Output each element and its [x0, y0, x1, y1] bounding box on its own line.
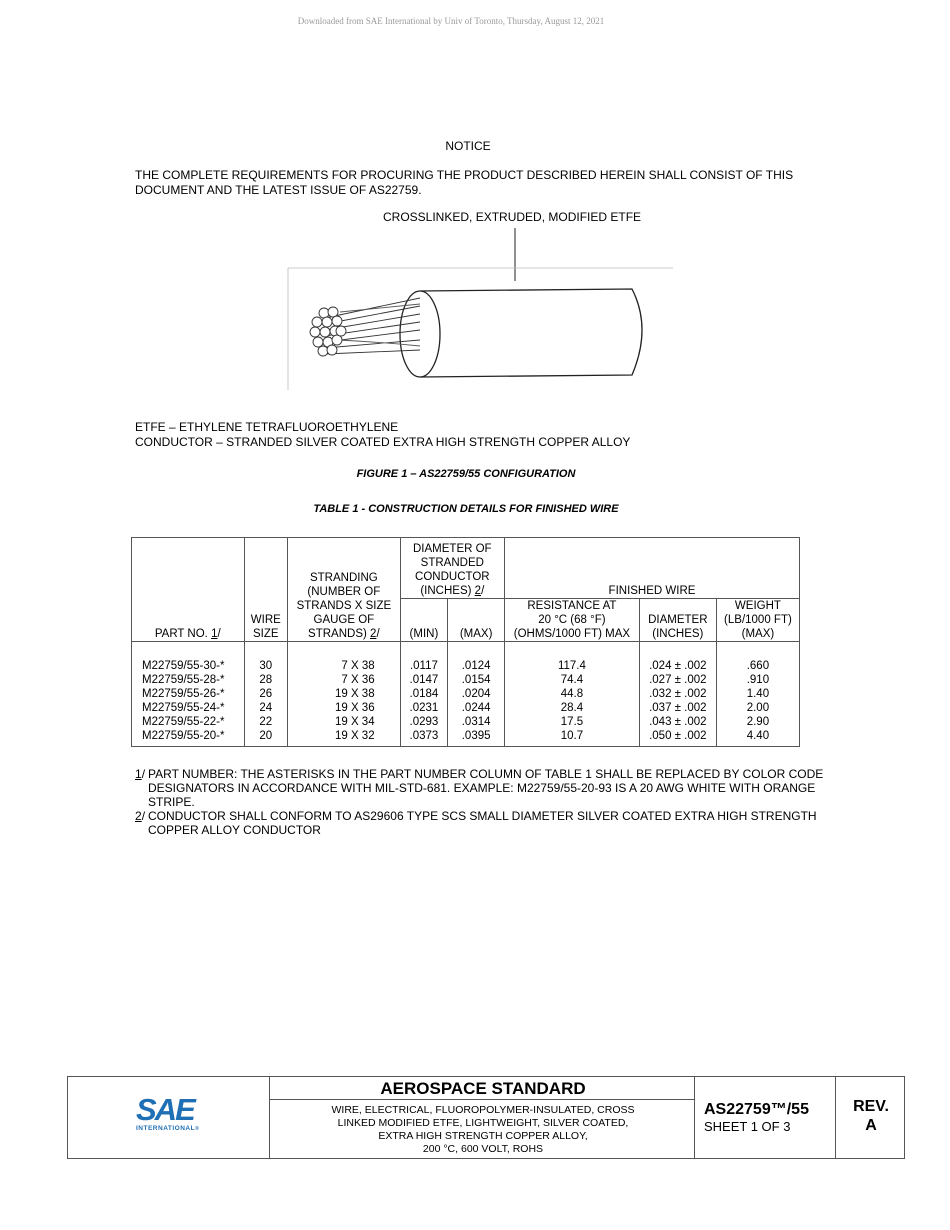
- header-finished-wire: FINISHED WIRE: [505, 538, 800, 599]
- sae-logo: [136, 1092, 200, 1132]
- col-weight: .660 .910 1.40 2.00 2.90 4.40: [716, 642, 799, 747]
- footnote-2: 2/ CONDUCTOR SHALL CONFORM TO AS29606 TYPE SCS SMALL DIAMETER SILVER COATED EXTRA HIGH STRENGTH COPPER ALLOY CONDUCTOR: [135, 809, 817, 837]
- header-wire-size: WIRE SIZE: [244, 538, 288, 642]
- header-diameter-group: DIAMETER OF STRANDED CONDUCTOR (INCHES) 2/: [400, 538, 504, 599]
- col-cond-min: .0117 .0147 .0184 .0231 .0293 .0373: [400, 642, 448, 747]
- cell-part-no: M22759/55-28-*: [142, 674, 225, 686]
- header-row-1: [132, 538, 800, 599]
- standard-title: AEROSPACE STANDARD: [380, 1079, 586, 1098]
- header-part-no: PART NO. 1/: [132, 538, 245, 642]
- revision: [836, 1097, 906, 1135]
- table-data-row: [132, 642, 800, 747]
- col-wire-sizes: 30 28 26 24 22 20: [244, 642, 288, 747]
- col-diameter: .024 ± .002 .027 ± .002 .032 ± .002 .037 ± .002 .043 ± .002 .050 ± .002: [639, 642, 716, 747]
- sheet-number: SHEET 1 OF 3: [704, 1119, 791, 1134]
- sae-logo-mark: SAE: [136, 1092, 194, 1127]
- cell-part-no: M22759/55-26-*: [142, 688, 225, 700]
- cell-part-no: M22759/55-20-*: [142, 730, 225, 742]
- wire-illustration: [280, 228, 680, 393]
- notice-title: NOTICE: [445, 139, 491, 153]
- legend-etfe: ETFE – ETHYLENE TETRAFLUOROETHYLENE: [135, 420, 399, 434]
- legend-conductor: CONDUCTOR – STRANDED SILVER COATED EXTRA HIGH STRENGTH COPPER ALLOY: [135, 434, 631, 449]
- col-part-numbers: [132, 642, 245, 747]
- title-block: [67, 1076, 905, 1159]
- figure-callout: CROSSLINKED, EXTRUDED, MODIFIED ETFE: [383, 210, 642, 224]
- notice-text: THE COMPLETE REQUIREMENTS FOR PROCURING THE PRODUCT DESCRIBED HEREIN SHALL CONSIST OF THIS DOCUMENT AND THE LATEST ISSUE OF AS22759.: [135, 168, 794, 197]
- header-stranding: STRANDING (NUMBER OF STRANDS X SIZE GAUGE OF STRANDS) 2/: [288, 538, 401, 642]
- figure-caption: FIGURE 1 – AS22759/55 CONFIGURATION: [356, 468, 576, 480]
- header-weight: WEIGHT (LB/1000 FT) (MAX): [716, 599, 799, 642]
- col-cond-max: .0124 .0154 .0204 .0244 .0314 .0395: [448, 642, 505, 747]
- cell-part-no: M22759/55-30-*: [142, 660, 225, 672]
- footnotes: [135, 767, 825, 837]
- col-resistance: 117.4 74.4 44.8 28.4 17.5 10.7: [505, 642, 640, 747]
- header-resistance: RESISTANCE AT 20 °C (68 °F) (OHMS/1000 FT) MAX: [505, 599, 640, 642]
- wire-jacket: [400, 289, 642, 377]
- figure-legend: [135, 420, 630, 449]
- revision-label: REV.: [853, 1098, 889, 1115]
- table-caption: TABLE 1 - CONSTRUCTION DETAILS FOR FINISHED WIRE: [313, 503, 619, 515]
- footnote-1: 1/ PART NUMBER: THE ASTERISKS IN THE PART NUMBER COLUMN OF TABLE 1 SHALL BE REPLACED BY COLOR CODE DESIGNATORS IN ACCORDANCE WITH MIL-STD-681. EXAMPLE: M22759/55-20-93 IS A 20 AWG WHITE WITH ORANGE STRIPE.: [135, 767, 824, 809]
- download-banner: Downloaded from SAE International by Univ of Toronto, Thursday, August 12, 2021: [297, 16, 605, 26]
- document-number: AS22759™/55: [704, 1101, 809, 1118]
- standard-description: WIRE, ELECTRICAL, FLUOROPOLYMER-INSULATED, CROSS LINKED MODIFIED ETFE, LIGHTWEIGHT, SILVER COATED, EXTRA HIGH STRENGTH COPPER ALLOY, 200 °C, 600 VOLT, ROHS: [331, 1104, 635, 1155]
- cell-part-no: M22759/55-24-*: [142, 702, 225, 714]
- sae-logo-subtext: INTERNATIONAL®: [136, 1125, 200, 1132]
- header-max: (MAX): [448, 599, 505, 642]
- cell-part-no: M22759/55-22-*: [142, 716, 225, 728]
- header-diameter: DIAMETER (INCHES): [639, 599, 716, 642]
- revision-value: A: [865, 1117, 877, 1134]
- construction-table: [131, 537, 800, 747]
- header-min: (MIN): [400, 599, 448, 642]
- col-stranding: 7 X 38 7 X 36 19 X 38 19 X 36 19 X 34 19 X 32: [288, 642, 401, 747]
